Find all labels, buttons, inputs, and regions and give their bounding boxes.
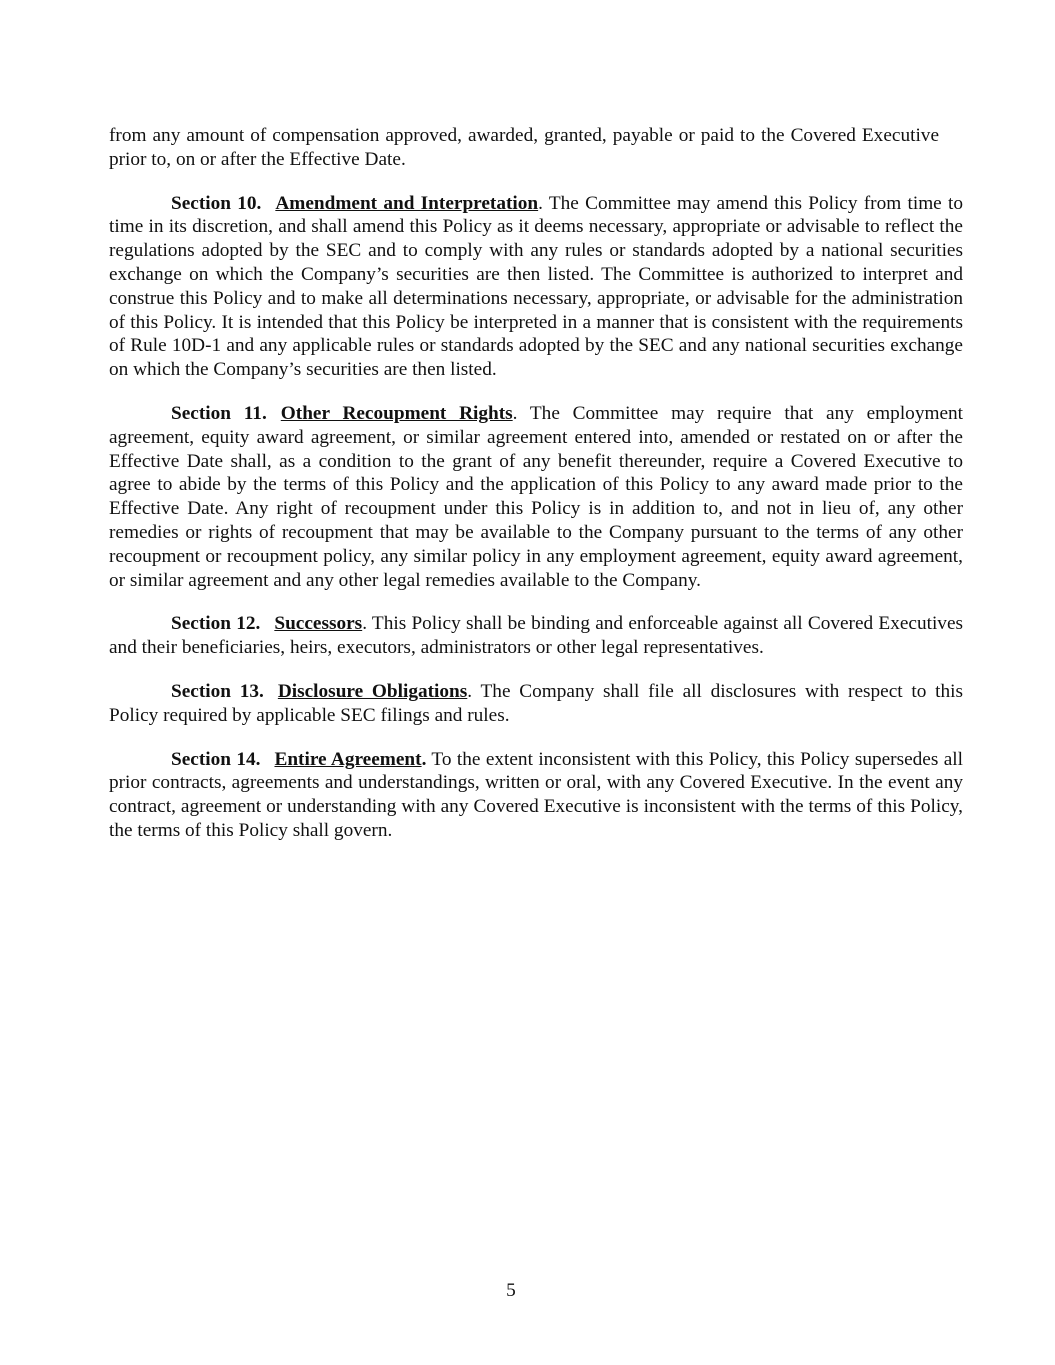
page-number: 5 [506, 1280, 516, 1301]
section-12-number: Section 12. [171, 613, 261, 635]
section-10-title: Amendment and Interpretation [275, 192, 539, 214]
section-11-number: Section 11. [171, 402, 267, 424]
section-11-paragraph [109, 402, 963, 592]
section-14-paragraph [109, 748, 963, 843]
section-11-body: The Committee may require that any employment agreement, equity award agreement, or similar agreement entered into, amended or restated on or after the Effective Date shall, as a condition to the grant of any benefit thereunder, require a Covered Executive to agree to abide by the terms of this Policy and the application of this Policy to any award made prior to the Effective Date. Any right of recoupment under this Policy is in addition to, and not in lieu of, any other remedies or rights of recoupment that may be available to the Company pursuant to the terms of any other recoupment or recoupment policy, any similar policy in any employment agreement, equity award agreement, or similar agreement and any other legal remedies available to the Company. [109, 402, 964, 591]
section-13-paragraph [109, 680, 963, 728]
section-14-title-suffix: . [421, 748, 427, 770]
section-13-title-suffix: . [467, 680, 473, 702]
section-14-title: Entire Agreement [274, 748, 422, 770]
section-14-number: Section 14. [171, 748, 261, 770]
section-12-title-suffix: . [362, 613, 368, 635]
section-11-title-suffix: . [512, 402, 518, 424]
section-12-title: Successors [274, 613, 363, 635]
section-10-number: Section 10. [171, 192, 262, 214]
section-12-paragraph [109, 612, 963, 660]
document-page [109, 124, 963, 863]
section-10-body: The Committee may amend this Policy from time to time in its discretion, and shall amend this Policy as it deems necessary, appropriate or advisable to reflect the regulations adopted by the SEC and to comply with any rules or standards adopted by a national securities exchange on which the Company’s securities are then listed. The Committee is authorized to interpret and construe this Policy and to make all determinations necessary, appropriate, or advisable for the administration of this Policy. It is intended that this Policy be interpreted in a manner that is consistent with the requirements of Rule 10D-1 and any applicable rules or standards adopted by the SEC and any national securities exchange on which the Company’s securities are then listed. [109, 192, 963, 381]
section-13-number: Section 13. [171, 680, 264, 702]
continuation-paragraph: from any amount of compensation approved, awarded, granted, payable or paid to the Covered Executive prior to, on or after the Effective Date. [109, 125, 939, 170]
section-13-title: Disclosure Obligations [277, 680, 468, 702]
section-10-title-suffix: . [538, 192, 543, 214]
section-10-paragraph [109, 192, 963, 382]
section-12-body: This Policy shall be binding and enforceable against all Covered Executives and their beneficiaries, heirs, executors, administrators or other legal representatives. [109, 613, 964, 659]
section-13-body: The Company shall file all disclosures with respect to this Policy required by applicable SEC filings and rules. [109, 680, 963, 726]
section-11-title: Other Recoupment Rights [280, 402, 513, 424]
section-14-body: To the extent inconsistent with this Policy, this Policy supersedes all prior contracts, agreements and understandings, written or oral, with any Covered Executive. In the event any contract, agreement or understanding with any Covered Executive is inconsistent with the terms of this Policy, the terms of this Policy shall govern. [109, 748, 963, 841]
